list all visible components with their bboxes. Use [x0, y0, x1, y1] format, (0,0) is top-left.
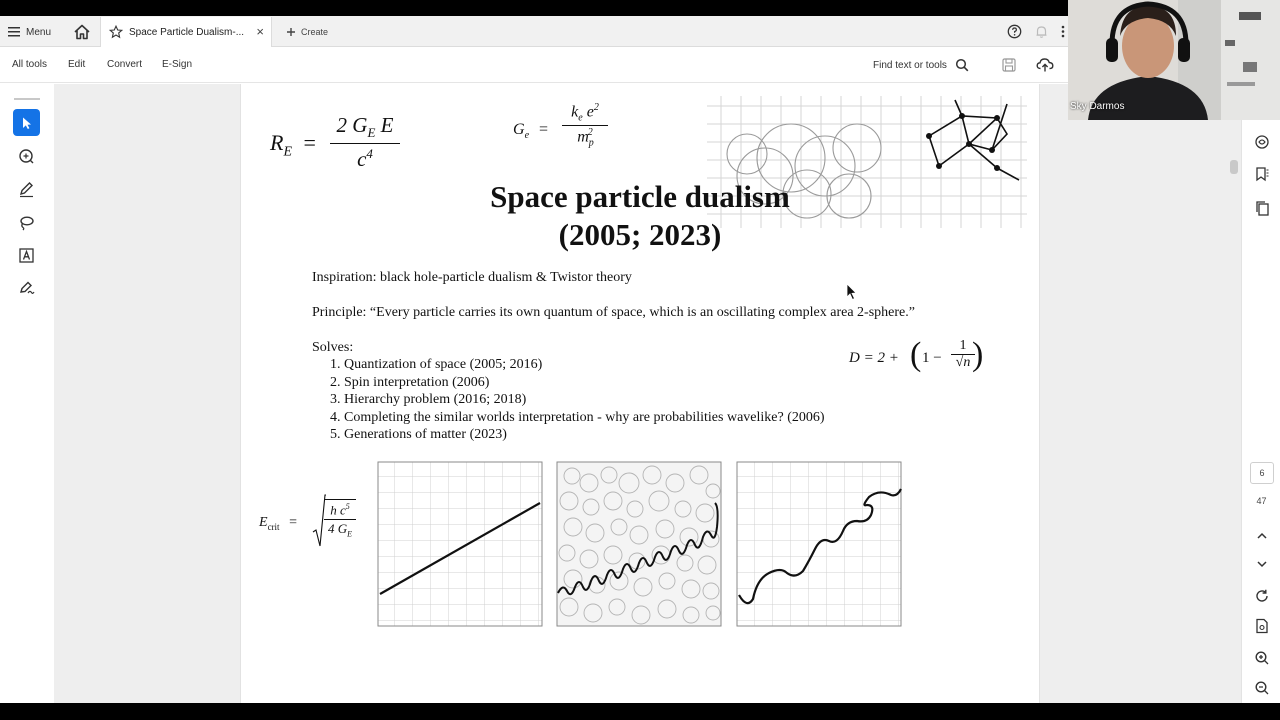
app-toolbar	[0, 48, 1068, 83]
equation-radius-elementary	[270, 130, 316, 160]
inspiration-text: Inspiration: black hole-particle dualism & Twistor theory	[312, 270, 632, 285]
equation-critical-energy	[259, 515, 297, 532]
solves-label: Solves:	[312, 340, 354, 355]
eq-ecrit-numerator: h $c^5$	[330, 502, 350, 518]
title-line-1: Space particle dualism	[490, 179, 790, 214]
fill-sign-tool[interactable]	[13, 275, 40, 302]
star-icon[interactable]	[109, 25, 123, 39]
more-options-icon[interactable]	[1060, 24, 1066, 39]
chevron-down-icon[interactable]	[1254, 556, 1270, 572]
eq-ecrit-denominator: 4 $G_E$	[327, 521, 353, 539]
rail-divider	[14, 98, 40, 100]
eq-ge-denominator: $m_p^2$	[577, 126, 594, 149]
tab-title: Space Particle Dualism-...	[129, 26, 245, 38]
draw-tool[interactable]	[13, 176, 40, 203]
eq-d-right-paren: )	[972, 336, 984, 373]
text-box-tool[interactable]	[13, 242, 40, 269]
bookmark-icon[interactable]	[1254, 166, 1270, 182]
comment-add-icon	[18, 148, 35, 165]
list-item: 4. Completing the similar worlds interpretation - why are probabilities wavelike? (2006)	[330, 410, 825, 425]
eq-ge-symbol: G	[513, 121, 525, 138]
tab-space-particle-dualism[interactable]	[100, 17, 272, 47]
eq-ge-fraction	[562, 102, 608, 148]
list-item: 2. Spin interpretation (2006)	[330, 375, 490, 390]
tab-bar	[0, 16, 1068, 47]
eq-ecrit-fraction	[324, 499, 356, 539]
left-tool-rail	[0, 84, 54, 703]
eq-ecrit-sub: crit	[267, 521, 280, 532]
save-icon[interactable]	[1001, 57, 1017, 73]
text-box-icon	[18, 247, 35, 264]
vertical-scrollbar[interactable]	[1228, 120, 1240, 703]
eq-re-fraction-bar	[330, 143, 400, 144]
chevron-up-icon[interactable]	[1254, 528, 1270, 544]
scrollbar-thumb[interactable]	[1230, 160, 1238, 174]
menu-button[interactable]	[8, 22, 51, 42]
sign-pen-icon	[18, 280, 35, 297]
zoom-out-icon[interactable]	[1254, 680, 1270, 696]
hamburger-icon	[8, 27, 20, 37]
eq-ge-numerator: $k_e$ $e^2$	[571, 102, 599, 124]
principle-text: Principle: “Every particle carries its own quantum of space, which is an oscillating complex area 2-sphere.”	[312, 305, 915, 320]
document-title	[440, 178, 840, 254]
eq-re-sub: E	[283, 144, 293, 160]
eq-d-left-paren: (	[910, 336, 922, 373]
help-icon[interactable]	[1007, 24, 1022, 39]
list-item: 5. Generations of matter (2023)	[330, 427, 507, 442]
find-text-or-tools[interactable]	[873, 58, 969, 72]
total-pages: 47	[1256, 496, 1267, 506]
webcam-background-panel	[1221, 0, 1280, 120]
current-page-input[interactable]: 6	[1250, 462, 1274, 484]
eq-d-one-minus: 1 −	[922, 350, 942, 366]
edit-link[interactable]: Edit	[68, 59, 86, 70]
eq-ecrit-symbol: E	[259, 515, 268, 530]
eq-re-symbol: R	[270, 130, 284, 155]
eq-re-denominator: $c^4$	[357, 146, 373, 172]
cloud-upload-icon[interactable]	[1036, 56, 1054, 73]
ai-assistant-icon[interactable]	[1254, 134, 1270, 150]
plus-icon	[286, 27, 296, 37]
create-button[interactable]	[278, 23, 336, 41]
close-tab-icon[interactable]: ×	[256, 24, 264, 39]
all-tools-link[interactable]: All tools	[12, 59, 48, 70]
menu-label: Menu	[26, 26, 52, 38]
copy-pages-icon[interactable]	[1254, 200, 1270, 216]
select-tool[interactable]	[13, 109, 40, 136]
equation-g-electron	[513, 121, 548, 141]
pen-icon	[18, 181, 35, 198]
refresh-icon[interactable]	[1254, 588, 1270, 604]
cursor-arrow-icon	[20, 116, 34, 130]
convert-link[interactable]: Convert	[107, 59, 143, 70]
whiteboard-background	[1221, 0, 1280, 120]
home-icon[interactable]	[73, 23, 91, 41]
panel-wavy-path	[737, 462, 901, 626]
eq-d-denominator: √n	[955, 355, 971, 370]
lasso-tool[interactable]	[13, 209, 40, 236]
page-settings-icon[interactable]	[1254, 618, 1270, 634]
comment-tool[interactable]	[13, 143, 40, 170]
esign-link[interactable]: E-Sign	[162, 59, 193, 70]
equation-dimension	[849, 350, 899, 367]
eq-ecrit-fraction-bar	[324, 519, 356, 520]
search-icon	[955, 58, 969, 72]
eq-d-numerator: 1	[959, 338, 967, 353]
title-line-2: (2005; 2023)	[558, 217, 722, 252]
eq-re-equals: =	[303, 130, 316, 155]
find-label: Find text or tools	[873, 59, 947, 71]
mouse-cursor-icon	[846, 283, 858, 301]
eq-ge-fraction-bar	[562, 125, 608, 126]
list-item: 1. Quantization of space (2005; 2016)	[330, 357, 543, 372]
participant-name: Sky Darmos	[1070, 101, 1125, 112]
eq-re-numerator: 2 $G_E$ E	[336, 113, 394, 141]
bell-icon[interactable]	[1034, 24, 1049, 39]
eq-ge-sub: e	[524, 130, 530, 142]
list-item: 3. Hierarchy problem (2016; 2018)	[330, 392, 527, 407]
panel-straight-line	[378, 462, 542, 626]
eq-re-fraction	[330, 113, 400, 172]
eq-ecrit-equals: =	[289, 515, 297, 530]
right-tool-rail	[1241, 120, 1280, 703]
sketch-particle-trajectories	[377, 461, 903, 627]
screen-bottom-bar	[0, 703, 1280, 720]
eq-ge-equals: =	[539, 121, 549, 138]
zoom-in-icon[interactable]	[1254, 650, 1270, 666]
create-label: Create	[301, 27, 329, 37]
eq-d-expression: D = 2 +	[849, 350, 899, 366]
lasso-icon	[18, 214, 35, 231]
panel-bubble-path	[557, 462, 721, 626]
